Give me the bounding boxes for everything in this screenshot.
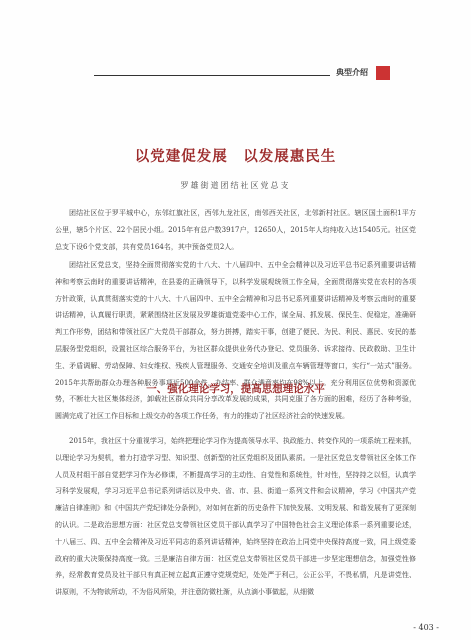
paragraph-section-body: 2015年，我社区十分重视学习，始终把理论学习作为提高领导水平、执政能力、转变作风的一项系统工程来抓，以理论学习为契机，着力打造学习型、知识型、创新型的社区党组织及团队素质。一是社区党总支带领社区全体工作人员及村组干部自觉把学习作为必修课，不断提高学习的主动性、自觉性和系统性，针对性，坚持持之以恒，认真学习科学发展观，学习习近平总书记系列讲话以及中央、省、市、县、街道一系列文件和会议精神，学习《中国共产党廉洁自律准则》和《中国共产党纪律处分条例》，对如何在新的历史条件下加快发展、文明发展、和谐发展有了更深刻的认识。二是政治思想方面：社区党总支带领社区党员干部认真学习了中国特色社会主义理论体系一系列重要论述，十八届三、四、五中全会精神及习近平同志的系列讲话精神，始终坚持在政治上同党中央保持高度一致，同上级党委政府的重大决策保持高度一致。三是廉洁自律方面：社区党总支带领社区党员干部进一步坚定理想信念，加强党性修养，经常教育党员及社干部只有真正树立起真正遵守党规党纪，处处严于利己，公正公平，不畏私情，凡是讲党性、讲原则，不为物欲所动，不为俗风所染，并注意防微杜渐，从点滴小事做起，从细微 (55, 437, 416, 597)
header-label: 典型介绍 (336, 68, 368, 77)
page-title: 以党建促发展 以发展惠民生 (134, 149, 337, 165)
header-corner-mark (376, 66, 390, 80)
page-number: - 403 - (413, 623, 439, 632)
paragraph-overview: 团结社区党总支，坚持全面贯彻落实党的十八大、十八届四中、五中全会精神以及习近平总书记系列重要讲话精神和考察云南时的重要讲话精神，在县委的正确领导下，以科学发展观统领工作全局，全面贯彻落实党在农村的各项方针政策，认真贯彻落实党的十八大、十八届四中、五中全会精神和习总书记系列重要讲话精神及考察云南时的重要讲话精神，认真履行职责，紧紧围绕社区发展及罗雄街道党委中心工作，谋全局、抓发展、保民生、促稳定，准确研判工作形势，团结和带领社区广大党员干部群众，努力拼搏，踏实干事，创建了便民、为民、利民、惠民、安民的基层服务型党组织，设置社区综合服务平台，为社区群众提供业务代办登记、党员服务、诉求接待、民政救助、卫生计生、矛盾调解、劳动保障、妇女维权、残疾人管理服务、交通安全培训及重点车辆管理等窗口，实行“一站式”服务。2015年共帮助群众办理各种服务事项近500余件，办结率、群众满意率均在98%以上。充分利用区位优势和资源优势，不断壮大社区集体经济，卸载社区群众共同分享改革发展的成果，共同克服了各方面的困难，经历了各种考验，圆满完成了社区工作目标和上级交办的各项工作任务，有力的推动了社区经济社会的快速发展。 (55, 261, 416, 421)
section-heading: 一、强化理论学习，提高思想理论水平 (146, 383, 325, 395)
header-rule (94, 75, 330, 76)
paragraph-intro: 团结社区位于罗平城中心，东邻红旗社区，西邻九龙社区，南邻西关社区，北邻新村社区。辖区国土面积1平方公里，辖5个片区、22个居民小组。2015年有总户数3917户，12650人，2015年人均纯收入达15405元。社区党总支下设6个党支部，共有党员164名，其中预备党员2人。 (55, 209, 416, 251)
author-line: 罗雄街道团结社区党总支 (180, 181, 291, 190)
